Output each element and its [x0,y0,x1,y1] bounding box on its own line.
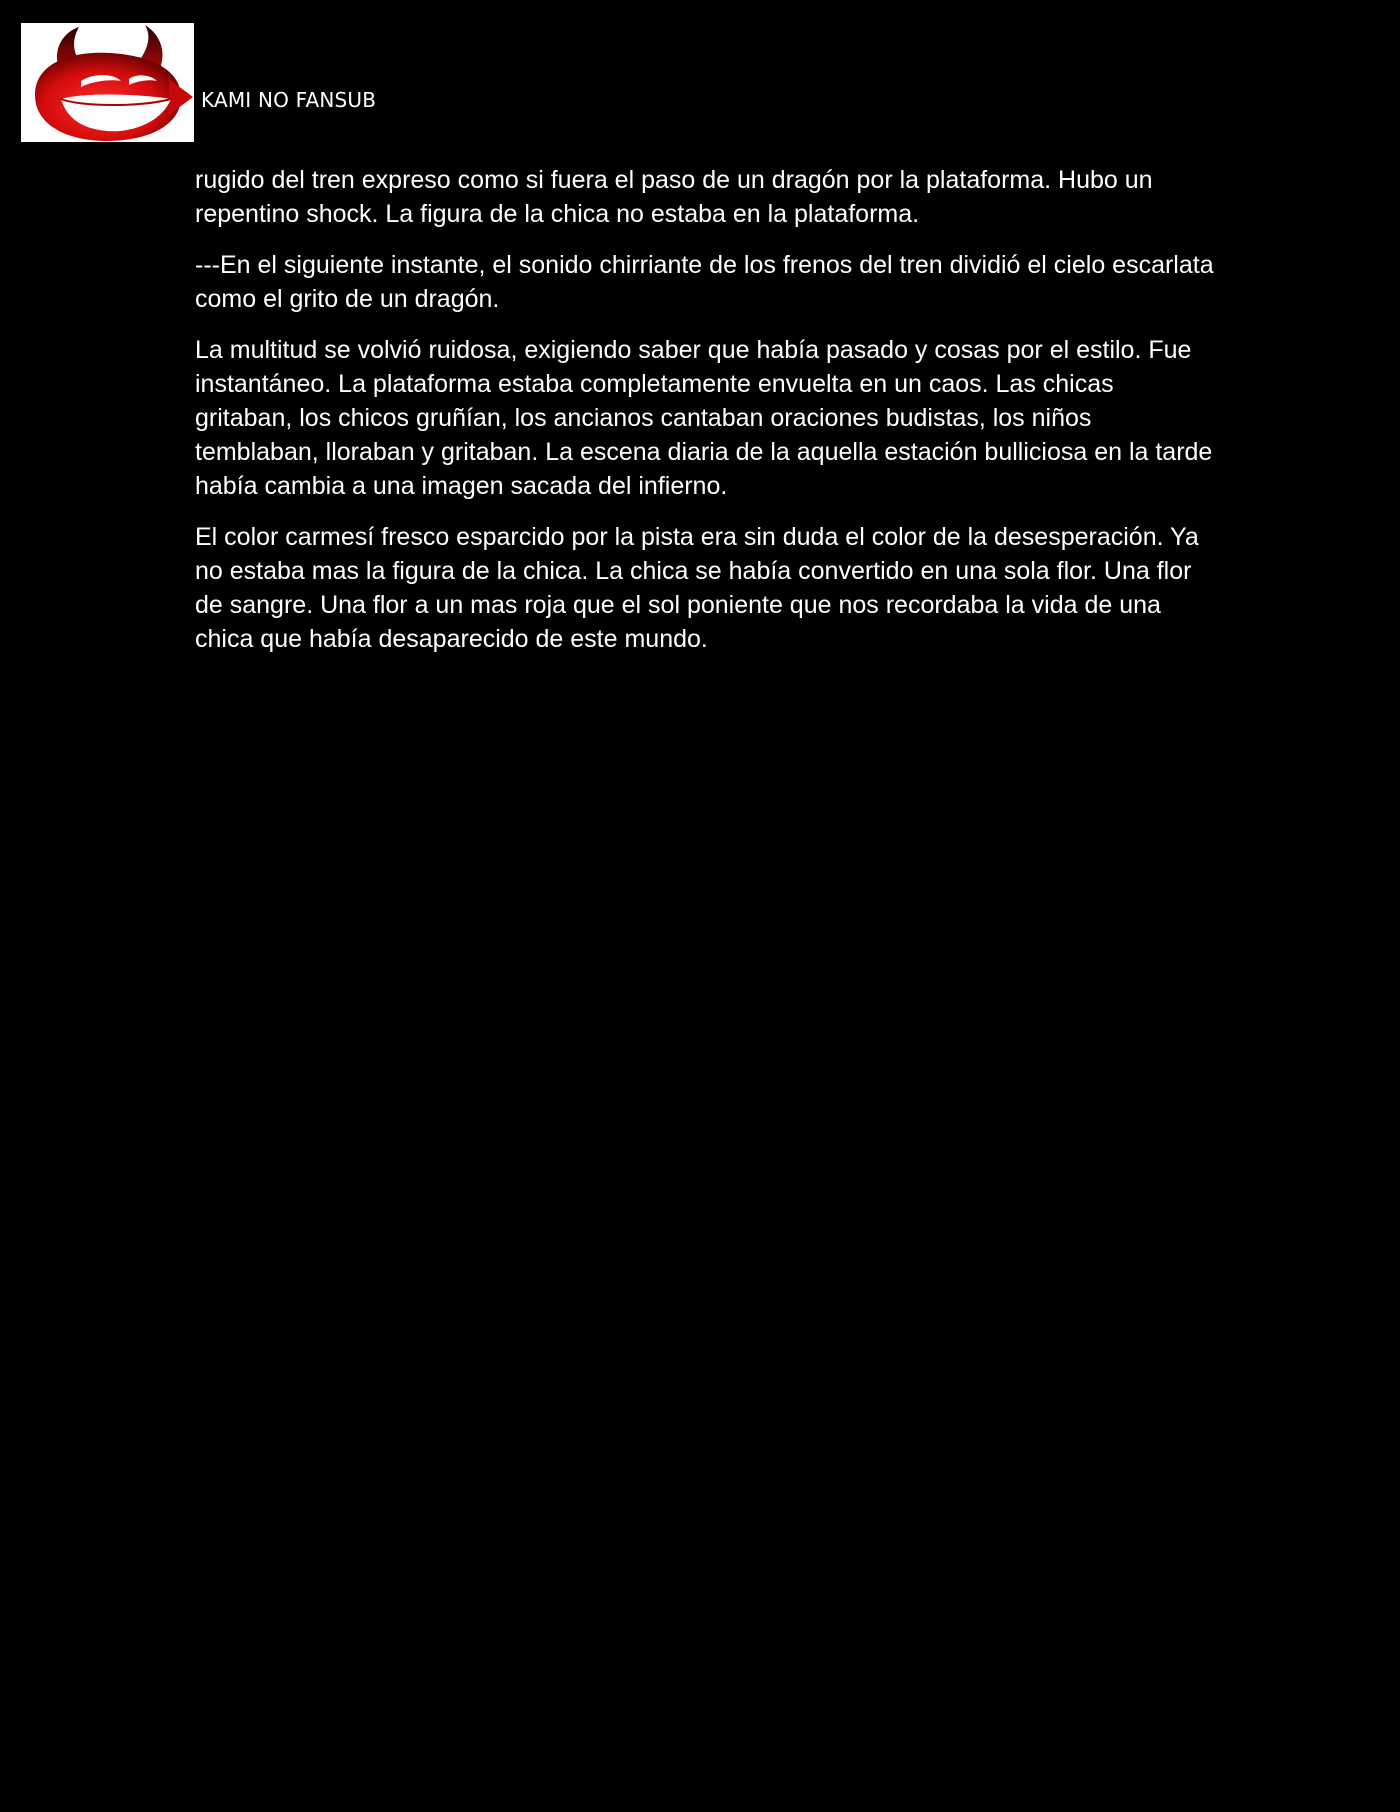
paragraph: La multitud se volvió ruidosa, exigiendo saber que había pasado y cosas por el estilo. Fue instantáneo. La plataforma estaba completamente envuelta en un caos. Las chicas gritaban, los chicos gruñían, los ancianos cantaban oraciones budistas, los niños temblaban, lloraban y gritaban. La escena diaria de la aquella estación bulliciosa en la tarde había cambia a una imagen sacada del infierno. [195,336,1213,500]
paragraph: El color carmesí fresco esparcido por la pista era sin duda el color de la desesperación. Ya no estaba mas la figura de la chica. La chica se había convertido en una sola flor. Una flor de sangre. Una flor a un mas roja que el sol poniente que nos recordaba la vida de una chica que había desaparecido de este mundo. [195,523,1199,653]
page-header [21,22,376,142]
brand-title: KAMI NO FANSUB [201,88,377,112]
paragraph: rugido del tren expreso como si fuera el paso de un dragón por la plataforma. Hubo un repentino shock. La figura de la chica no estaba en la plataforma. [195,166,1153,228]
fansub-logo [21,23,194,142]
document-body [195,163,1215,673]
paragraph: ---En el siguiente instante, el sonido chirriante de los frenos del tren dividió el cielo escarlata como el grito de un dragón. [195,251,1214,313]
devil-face-icon [21,23,194,142]
